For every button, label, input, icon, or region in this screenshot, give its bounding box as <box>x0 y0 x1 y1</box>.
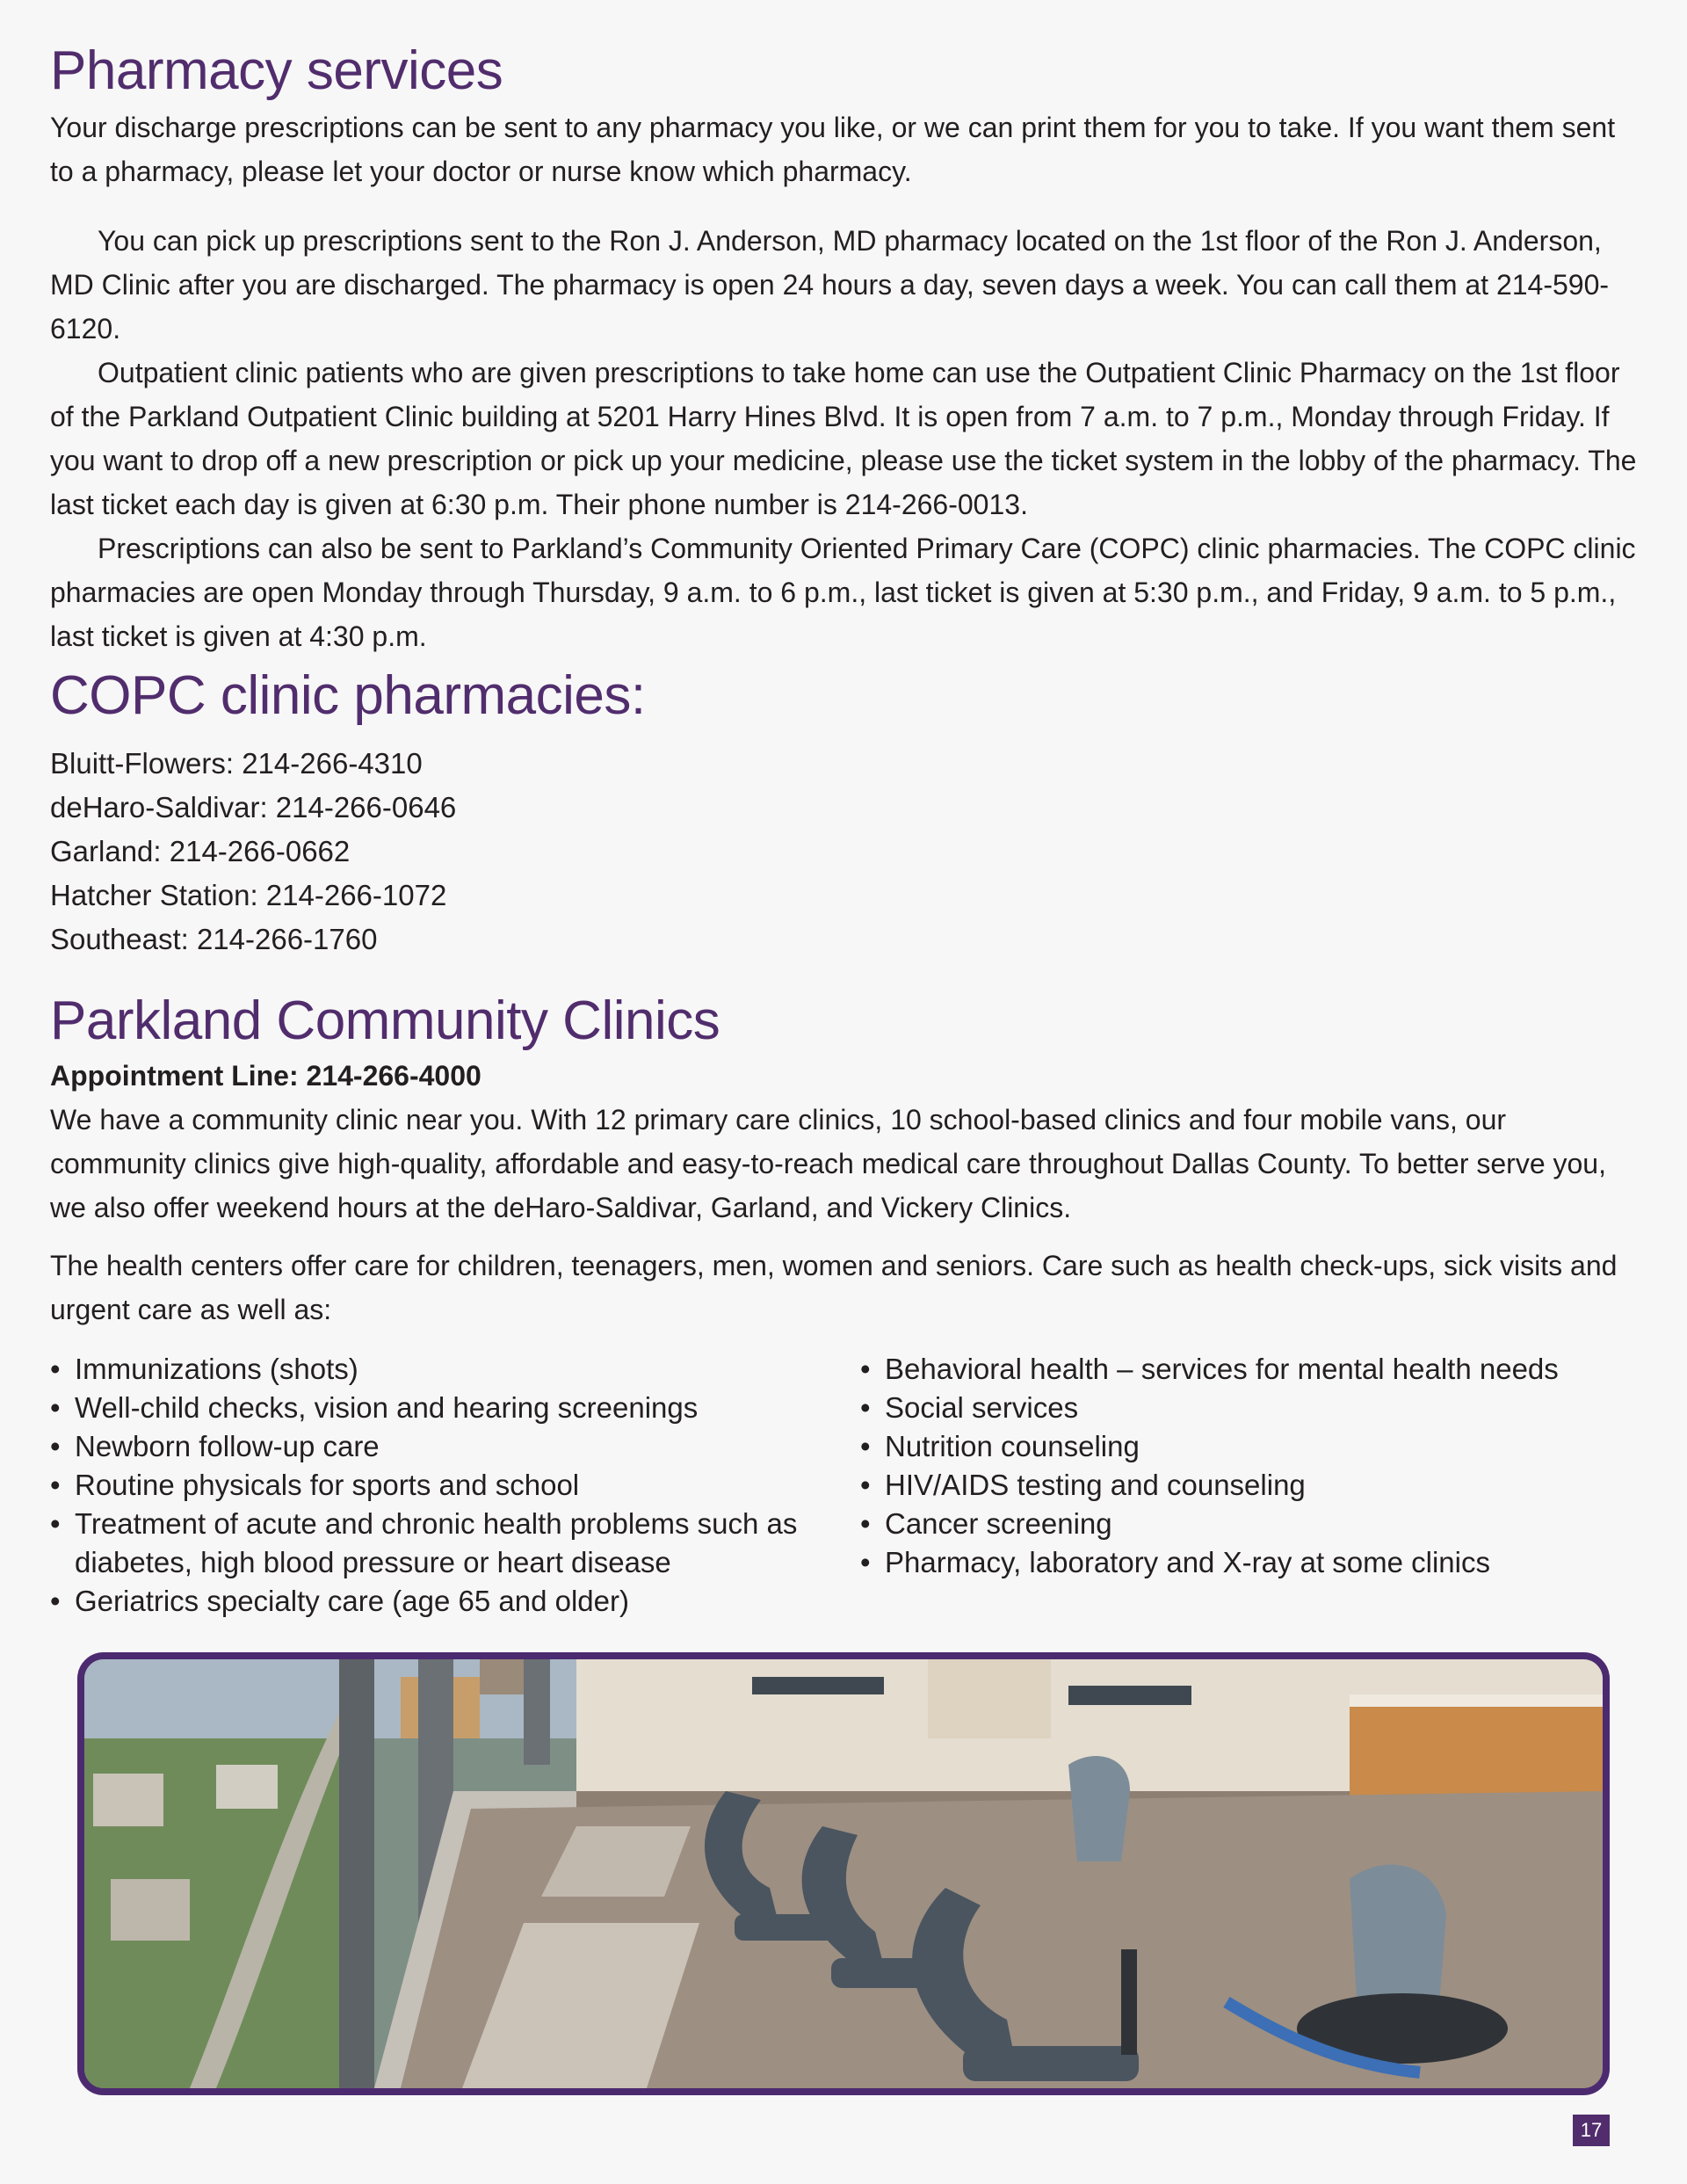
list-item <box>50 1350 841 1389</box>
pharmacy-services-heading: Pharmacy services <box>50 40 503 101</box>
bullet-icon: • <box>50 1430 61 1462</box>
rehab-gym-illustration <box>84 1659 1603 2088</box>
anderson-pharmacy-paragraph: You can pick up prescriptions sent to the Ron J. Anderson, MD pharmacy located on the 1st floor of the Ron J. Anderson, MD Clinic after you are discharged. The pharmacy is open 24 hours a day, seven days a week. You can call them at 214-590-6120. <box>50 225 1610 345</box>
clinics-intro-paragraph: We have a community clinic near you. With 12 primary care clinics, 10 school-based clinics and four mobile vans, our community clinics give high-quality, affordable and easy-to-reach medical care throughout Dallas County. To better serve you, we also offer weekend hours at the deHaro-Saldivar, Garland, and Vickery Clinics. <box>50 1104 1606 1223</box>
list-item-text: Geriatrics specialty care (age 65 and older) <box>75 1585 629 1617</box>
copc-pharmacy-list <box>50 742 456 961</box>
list-item-text: Cancer screening <box>885 1507 1112 1540</box>
list-item <box>50 1427 841 1466</box>
list-item-text: Nutrition counseling <box>885 1430 1140 1462</box>
rehab-gym-photo <box>77 1652 1610 2095</box>
list-item <box>50 1389 841 1427</box>
list-item <box>860 1350 1633 1389</box>
pharmacy-body <box>50 219 1640 658</box>
list-item <box>860 1389 1633 1427</box>
bullet-icon: • <box>860 1507 871 1540</box>
services-list-right <box>860 1350 1633 1582</box>
copc-pharmacy-item: Bluitt-Flowers: 214-266-4310 <box>50 747 423 780</box>
bullet-icon: • <box>860 1353 871 1385</box>
bullet-icon: • <box>860 1546 871 1578</box>
list-item <box>50 1505 841 1582</box>
list-item-text: Routine physicals for sports and school <box>75 1469 580 1501</box>
copc-pharmacy-item: Garland: 214-266-0662 <box>50 835 351 867</box>
list-item-text: Newborn follow-up care <box>75 1430 380 1462</box>
list-item-text: Well-child checks, vision and hearing screenings <box>75 1391 699 1424</box>
list-item <box>50 1466 841 1505</box>
appointment-line: Appointment Line: 214-266-4000 <box>50 1060 481 1092</box>
copc-pharmacy-item: deHaro-Saldivar: 214-266-0646 <box>50 791 457 824</box>
bullet-icon: • <box>50 1353 61 1385</box>
list-item-text: Immunizations (shots) <box>75 1353 358 1385</box>
copc-pharmacies-heading: COPC clinic pharmacies: <box>50 665 646 726</box>
bullet-icon: • <box>860 1430 871 1462</box>
outpatient-pharmacy-paragraph: Outpatient clinic patients who are given prescriptions to take home can use the Outpatient Clinic Pharmacy on the 1st floor of the Parkland Outpatient Clinic building at 5201 Harry Hines Blvd. It is open from 7 a.m. to 7 p.m., Monday through Friday. If you want to drop off a new prescription or pick up your medicine, please use the ticket system in the lobby of the pharmacy. The last ticket each day is given at 6:30 p.m. Their phone number is 214-266-0013. <box>50 357 1637 520</box>
bullet-icon: • <box>50 1585 61 1617</box>
list-item-text: HIV/AIDS testing and counseling <box>885 1469 1306 1501</box>
list-item <box>50 1582 841 1621</box>
bullet-icon: • <box>50 1507 61 1540</box>
copc-pharmacy-item: Hatcher Station: 214-266-1072 <box>50 879 447 911</box>
community-clinics-heading: Parkland Community Clinics <box>50 990 720 1051</box>
list-item-text: Pharmacy, laboratory and X-ray at some clinics <box>885 1546 1490 1578</box>
list-item <box>860 1466 1633 1505</box>
bullet-icon: • <box>860 1469 871 1501</box>
list-item-text: Treatment of acute and chronic health problems such as diabetes, high blood pressure or heart disease <box>75 1507 798 1578</box>
list-item-text: Social services <box>885 1391 1079 1424</box>
list-item <box>860 1543 1633 1582</box>
copc-pharmacy-item: Southeast: 214-266-1760 <box>50 923 378 955</box>
list-item-text: Behavioral health – services for mental health needs <box>885 1353 1559 1385</box>
list-item <box>860 1505 1633 1543</box>
bullet-icon: • <box>50 1391 61 1424</box>
bullet-icon: • <box>860 1391 871 1424</box>
bullet-icon: • <box>50 1469 61 1501</box>
health-centers-paragraph: The health centers offer care for children, teenagers, men, women and seniors. Care such as health check-ups, sick visits and urgent care as well as: <box>50 1250 1618 1325</box>
page-number: 17 <box>1573 2115 1610 2146</box>
list-item <box>860 1427 1633 1466</box>
services-list-left <box>50 1350 841 1621</box>
copc-pharmacy-paragraph: Prescriptions can also be sent to Parkland’s Community Oriented Primary Care (COPC) clinic pharmacies. The COPC clinic pharmacies are open Monday through Thursday, 9 a.m. to 6 p.m., last ticket is given at 5:30 p.m., and Friday, 9 a.m. to 5 p.m., last ticket is given at 4:30 p.m. <box>50 533 1636 652</box>
pharmacy-intro-paragraph: Your discharge prescriptions can be sent to any pharmacy you like, or we can print them for you to take. If you want them sent to a pharmacy, please let your doctor or nurse know which pharmacy. <box>50 112 1616 187</box>
